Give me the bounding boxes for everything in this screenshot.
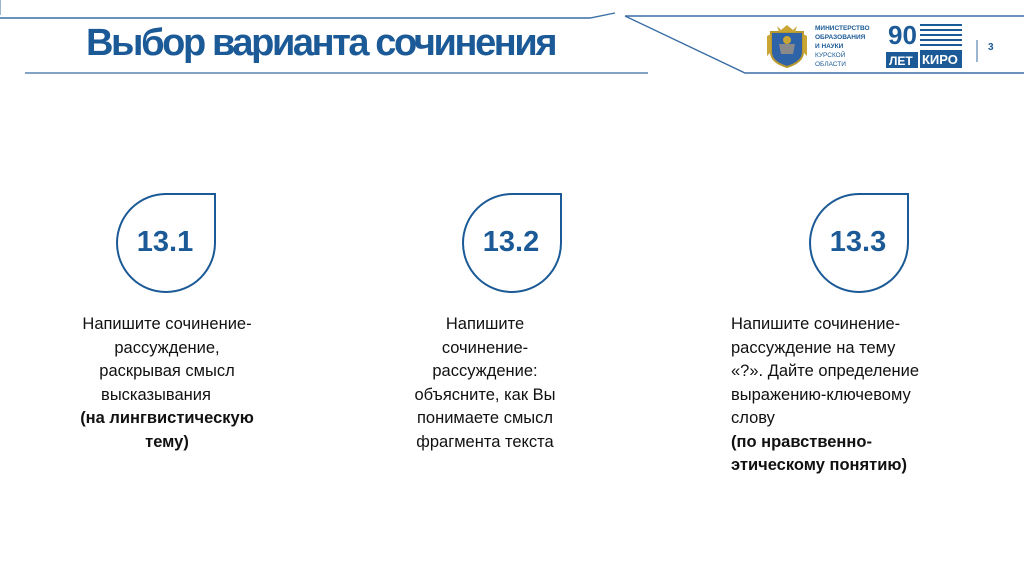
option-description — [52, 313, 282, 454]
page-number: 3 — [988, 42, 994, 53]
option-number: 13.1 — [136, 226, 194, 258]
desc-line: рассуждение: — [432, 362, 538, 380]
desc-line: понимаете смысл — [416, 409, 554, 427]
desc-line: раскрывая смысл — [99, 362, 235, 380]
logo-90-text: 90 — [888, 20, 917, 50]
desc-line: Напишите — [445, 315, 525, 333]
ministry-line: ОБРАЗОВАНИЯ — [815, 34, 866, 41]
desc-line: слову — [731, 409, 775, 427]
option-number: 13.2 — [482, 226, 540, 258]
option-number: 13.3 — [829, 226, 887, 258]
desc-line: рассуждение, — [114, 338, 220, 357]
coat-of-arms-icon — [765, 22, 809, 68]
ministry-line: КУРСКОЙ — [815, 52, 846, 59]
desc-line: «?». Дайте определение — [731, 362, 920, 380]
desc-note-line: (на лингвистическую — [80, 409, 254, 427]
kiro-logo — [886, 20, 966, 70]
desc-line: рассуждение на тему — [731, 338, 896, 357]
ministry-line: И НАУКИ — [815, 43, 844, 50]
ministry-line: ОБЛАСТИ — [815, 61, 846, 68]
desc-note-line: тему) — [145, 432, 189, 451]
option-description — [385, 313, 585, 454]
ministry-line: МИНИСТЕРСТВО — [815, 25, 870, 32]
desc-line: Напишите сочинение- — [731, 315, 901, 333]
desc-line: выражению-ключевому — [731, 385, 911, 404]
desc-line: объясните, как Вы — [414, 385, 556, 404]
desc-line: сочинение- — [441, 338, 529, 357]
desc-note-line: этическому понятию) — [731, 456, 907, 474]
desc-line: фрагмента текста — [416, 432, 554, 451]
option-description — [731, 313, 971, 478]
logo-let-text: ЛЕТ — [889, 54, 913, 68]
desc-line: высказывания — [101, 385, 211, 404]
page-title: Выбор варианта сочинения — [86, 22, 556, 64]
desc-line: Напишите сочинение- — [82, 315, 252, 333]
desc-note-line: (по нравственно- — [731, 432, 872, 451]
ministry-label — [815, 24, 870, 69]
logo-kiro-text: КИРО — [922, 52, 958, 67]
